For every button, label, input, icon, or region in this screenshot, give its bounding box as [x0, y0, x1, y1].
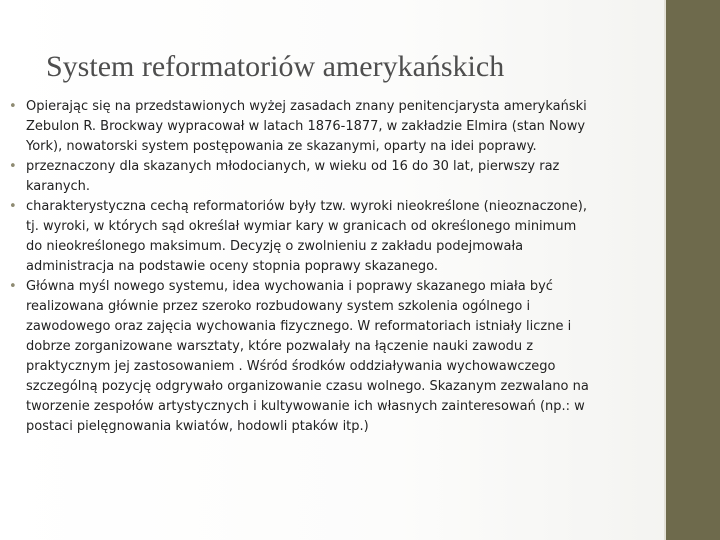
bullet-icon: • [9, 279, 17, 294]
bullet-line: Zebulon R. Brockway wypracował w latach 1876-1877, w zakładzie Elmira (stan Nowy [26, 119, 586, 134]
bullet-line: tworzenie zespołów artystycznych i kultywowanie ich własnych zainteresowań (np.: w [26, 399, 585, 414]
bullet-item-3 [4, 197, 664, 277]
bullet-line: postaci pielęgnowania kwiatów, hodowli ptaków itp.) [26, 419, 369, 434]
bullet-item-2 [4, 157, 664, 197]
bullet-line: przeznaczony dla skazanych młodocianych, w wieku od 16 do 30 lat, pierwszy raz [26, 159, 560, 174]
bullet-line: York), nowatorski system postępowania ze skazanymi, oparty na idei poprawy. [26, 139, 537, 154]
bullet-line: Opierając się na przedstawionych wyżej zasadach znany penitencjarysta amerykański [26, 99, 587, 114]
bullet-line: Główna myśl nowego systemu, idea wychowania i poprawy skazanego miała być [26, 279, 553, 294]
bullet-line: zawodowego oraz zajęcia wychowania fizycznego. W reformatoriach istniały liczne i [26, 319, 572, 334]
bullet-line: administracja na podstawie oceny stopnia poprawy skazanego. [26, 259, 438, 274]
bullet-line: praktycznym jej zastosowaniem . Wśród środków oddziaływania wychowawczego [26, 359, 556, 374]
bullet-icon: • [9, 159, 17, 174]
slide-title: System reformatoriów amerykańskich [46, 50, 505, 83]
bullet-icon: • [9, 199, 17, 214]
bullet-icon: • [9, 99, 17, 114]
bullet-list [4, 97, 664, 437]
bullet-item-4 [4, 277, 664, 437]
decorative-side-strip [666, 0, 720, 540]
bullet-line: karanych. [26, 179, 91, 194]
bullet-line: do nieokreślonego maksimum. Decyzję o zwolnieniu z zakładu podejmowała [26, 239, 524, 254]
bullet-line: realizowana głównie przez szeroko rozbudowany system szkolenia ogólnego i [26, 299, 531, 314]
bullet-item-1 [4, 97, 664, 157]
bullet-line: dobrze zorganizowane warsztaty, które pozwalały na łączenie nauki zawodu z [26, 339, 534, 354]
bullet-line: charakterystyczna cechą reformatoriów były tzw. wyroki nieokreślone (nieoznaczone), [26, 199, 587, 214]
bullet-line: tj. wyroki, w których sąd określał wymiar kary w granicach od określonego minimum [26, 219, 577, 234]
bullet-line: szczególną pozycję odgrywało organizowanie czasu wolnego. Skazanym zezwalano na [26, 379, 589, 394]
